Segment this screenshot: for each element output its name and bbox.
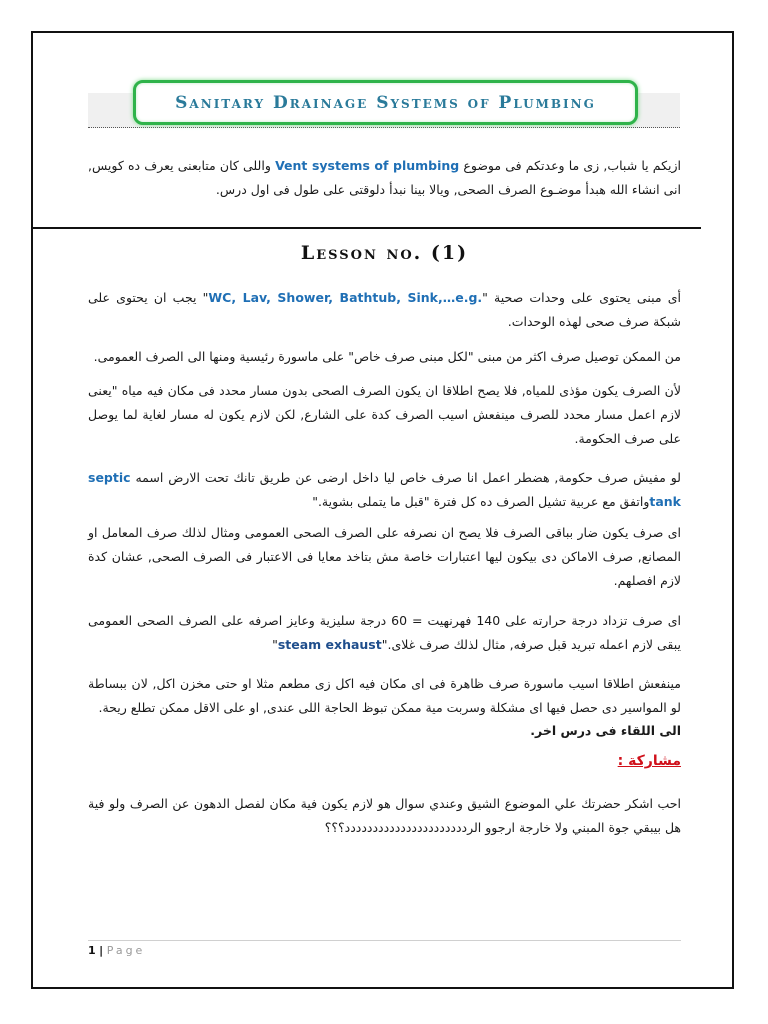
p1-text-a: أى مبنى يحتوى على وحدات صحية " xyxy=(482,290,681,305)
paragraph-3: لأن الصرف يكون مؤذى للمياه, فلا يصح اطلاقا ان يكون الصرف الصحى بدون مسار محدد فى مكان فيه مياه "يعنى لازم اعمل مسار محدد للصرف مينفعش اسيب الصرف كدة على الشارع, لكن لازم يكون له مسار لغاية لما يوصل على صرف الحكومة. xyxy=(88,383,681,446)
intro-english-term: Vent systems of plumbing xyxy=(275,158,460,173)
p4-text-b: واتفق مع عربية تشيل الصرف ده كل فترة "قبل ما يتملى بشوية." xyxy=(312,494,650,509)
p4-english-term: septic tank xyxy=(88,470,681,509)
paragraph-8: الى اللقاء فى درس اخر. xyxy=(530,723,681,738)
document-title: Sanitary Drainage Systems of Plumbing xyxy=(175,92,596,113)
paragraph-6 xyxy=(88,609,681,657)
paragraph-4 xyxy=(88,466,681,514)
footer-divider xyxy=(88,940,681,941)
paragraph-1 xyxy=(88,286,681,334)
p1-english-term: WC, Lav, Shower, Bathtub, Sink,…e.g. xyxy=(208,290,483,305)
p4-text-a: لو مفيش صرف حكومة, هضطر اعمل انا صرف خاص ليا داخل ارضى عن طريق تانك تحت الارض اسمه xyxy=(135,470,681,485)
p1-text-b: " يجب ان يحتوى على شبكة صرف صحى لهذه الوحدات. xyxy=(88,290,681,329)
footer-separator: | xyxy=(99,944,104,957)
title-box xyxy=(133,80,638,125)
page-label: Page xyxy=(106,944,146,957)
lesson-title: Lesson no. (1) xyxy=(300,242,469,264)
page-footer xyxy=(88,944,145,957)
paragraph-5: اى صرف يكون ضار بباقى الصرف فلا يصح ان نصرفه على الصرف الصحى العمومى ومثال لذلك صرف المعامل او المصانع, صرف الاماكن دى بيكون ليها اعتبارات خاصة مش بتاخد معايا فى الاعتبار فى الصرف الصحى, عشان كدة لازم افصلهم. xyxy=(88,525,681,588)
paragraph-2: من الممكن توصيل صرف اكثر من مبنى "لكل مبنى صرف خاص" على ماسورة رئيسية ومنها الى الصرف العمومى. xyxy=(93,349,681,364)
paragraph-7: مينفعش اطلاقا اسيب ماسورة صرف ظاهرة فى اى مكان فيه اكل زى مطعم مثلا او حتى مخزن اكل, لان ببساطة لو المواسير دى حصل فيها اى مشكلة وسربت مية ممكن تبوظ الحاجة اللى عندى, او على الاقل ممكن تطلع ريحة. xyxy=(88,676,681,715)
page-number: 1 xyxy=(88,944,96,957)
share-paragraph: احب اشكر حضرتك علي الموضوع الشيق وعندي سوال هو لازم يكون فية مكان لفصل الدهون عن الصرف ولو فية هل بيبقي جوة المبني ولا خارجة ارجوو الردددددددددددددددددددددد؟؟؟ xyxy=(88,796,681,835)
p6-text-b: " xyxy=(272,637,278,652)
section-divider xyxy=(31,227,701,229)
intro-text-2: واللى كان متابعنى يعرف ده كويس, انى انشاء الله هبدأ موضـوع الصرف الصحى, ويالا بينا نبدأ دلوقتى على طول فى اول درس. xyxy=(88,158,681,197)
intro-text-1: ازيكم يا شباب, زى ما وعدتكم فى موضوع xyxy=(463,158,681,173)
p6-text-a: اى صرف تزداد درجة حرارته على 140 فهرنهيت = 60 درجة سليزية وعايز اصرفه على الصرف الصحى العمومى يبقى لازم اعمله تبريد قبل صرفه, مثال لذلك صرف غلاى." xyxy=(88,613,681,652)
intro-paragraph xyxy=(88,154,681,202)
share-heading: مشاركة : xyxy=(617,753,681,769)
p6-english-term: steam exhaust xyxy=(277,637,382,652)
